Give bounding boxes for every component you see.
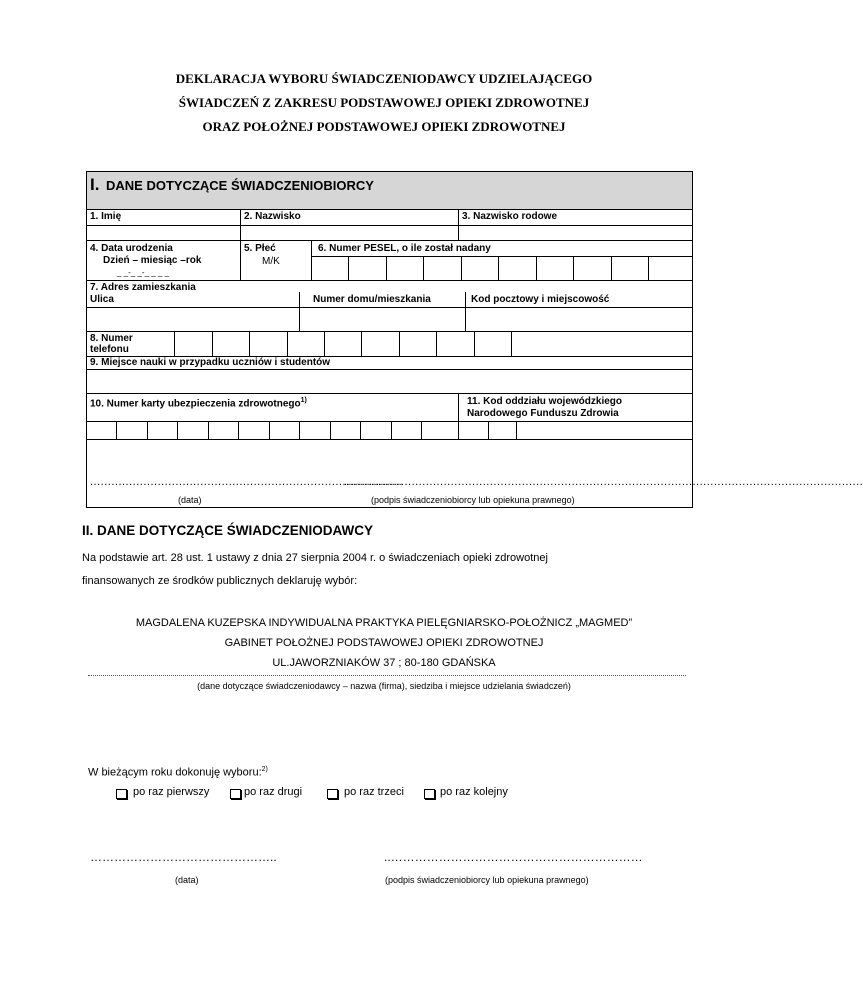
first-name-field[interactable]: [87, 226, 240, 240]
label-phone: 8. Numer telefonu: [90, 333, 133, 355]
label-next-time: po raz kolejny: [440, 786, 508, 798]
section-2-title: II. DANE DOTYCZĄCE ŚWIADCZENIODAWCY: [82, 523, 374, 538]
section-1-header: [87, 172, 692, 210]
place-of-study-field[interactable]: [87, 370, 692, 393]
label-sex: 5. Płeć: [244, 243, 276, 254]
checkbox-first-time[interactable]: [116, 789, 127, 799]
birth-date-mask[interactable]: _ _-_ _-_ _ _ _: [117, 268, 170, 277]
checkbox-next-time[interactable]: [424, 789, 435, 799]
section-1-number: I.: [90, 175, 100, 194]
label-street: Ulica: [90, 294, 114, 305]
label-postal-city: Kod pocztowy i miejscowość: [471, 294, 610, 305]
document-title-line-1: DEKLARACJA WYBORU ŚWIADCZENIODAWCY UDZIELAJĄCEGO: [175, 71, 593, 86]
street-field[interactable]: [87, 308, 299, 331]
provider-name: MAGDALENA KUZEPSKA INDYWIDUALNA PRAKTYKA PIELĘGNIARSKO-POŁOŻNICZ „MAGMED”: [135, 617, 633, 629]
section-1-title: DANE DOTYCZĄCE ŚWIADCZENIOBIORCY: [106, 178, 374, 193]
section-1-signature-line[interactable]: ..................................................................................................................................................: [344, 476, 863, 488]
label-address: 7. Adres zamieszkania: [90, 282, 196, 293]
section-2-paragraph-line-2: finansowanych ze środków publicznych deklaruję wybór:: [82, 575, 358, 587]
provider-address: UL.JAWORZNIAKÓW 37 ; 80-180 GDAŃSKA: [272, 657, 496, 669]
section-2-signature-caption: (podpis świadczeniobiorcy lub opiekuna prawnego): [385, 875, 589, 885]
provider-office: GABINET POŁOŻNEJ PODSTAWOWEJ OPIEKI ZDROWOTNEJ: [224, 637, 544, 649]
label-place-of-study: 9. Miejsce nauki w przypadku uczniów i studentów: [90, 357, 331, 368]
provider-underline: [88, 675, 686, 676]
label-nfz-code: 11. Kod oddziału wojewódzkiego Narodowego Funduszu Zdrowia: [467, 396, 623, 419]
provider-caption: (dane dotyczące świadczeniodawcy – nazwa (firma), siedziba i miejsce udzielania świadczeń): [197, 681, 571, 691]
family-name-field[interactable]: [459, 226, 692, 240]
pesel-field[interactable]: [312, 257, 348, 279]
label-first-name: 1. Imię: [90, 211, 122, 222]
sex-options[interactable]: M/K: [262, 256, 280, 267]
section-1-date-caption: (data): [178, 495, 202, 505]
nfz-code-field[interactable]: [459, 422, 516, 439]
document-title-line-3: ORAZ POŁOŻNEJ PODSTAWOWEJ OPIEKI ZDROWOTNEJ: [202, 119, 566, 134]
label-pesel: 6. Numer PESEL, o ile został nadany: [318, 243, 491, 254]
document-title-line-2: ŚWIADCZEŃ Z ZAKRESU PODSTAWOWEJ OPIEKI ZDROWOTNEJ: [178, 95, 590, 110]
label-insurance-card: 10. Numer karty ubezpieczenia zdrowotnego$^{1)}$: [90, 397, 307, 410]
label-birth-date: 4. Data urodzenia: [90, 243, 173, 254]
insurance-card-field[interactable]: [87, 422, 458, 439]
phone-field[interactable]: [175, 332, 511, 355]
label-birth-date-format: Dzień – miesiąc –rok: [103, 255, 202, 266]
surname-field[interactable]: [241, 226, 458, 240]
section-2-signature-line[interactable]: ..………………………………………………………: [384, 850, 643, 864]
choice-label: W bieżącym roku dokonuję wyboru:$^{2)}$: [88, 766, 268, 779]
label-family-name: 3. Nazwisko rodowe: [462, 211, 558, 222]
section-2-date-caption: (data): [175, 875, 199, 885]
house-number-field[interactable]: [300, 308, 465, 331]
label-second-time: po raz drugi: [244, 786, 303, 798]
postal-city-field[interactable]: [466, 308, 692, 331]
section-1-date-line[interactable]: ........................................................................................: [90, 476, 403, 488]
label-house-number: Numer domu/mieszkania: [313, 294, 431, 305]
label-third-time: po raz trzeci: [344, 786, 404, 798]
label-first-time: po raz pierwszy: [133, 786, 210, 798]
section-2-paragraph-line-1: Na podstawie art. 28 ust. 1 ustawy z dnia 27 sierpnia 2004 r. o świadczeniach opieki zdrowotnej: [82, 552, 548, 564]
section-2-date-line[interactable]: ………………………………………..: [90, 850, 277, 864]
checkbox-third-time[interactable]: [327, 789, 338, 799]
checkbox-second-time[interactable]: [230, 789, 241, 799]
section-1-signature-caption: (podpis świadczeniobiorcy lub opiekuna prawnego): [371, 495, 575, 505]
label-surname: 2. Nazwisko: [244, 211, 301, 222]
